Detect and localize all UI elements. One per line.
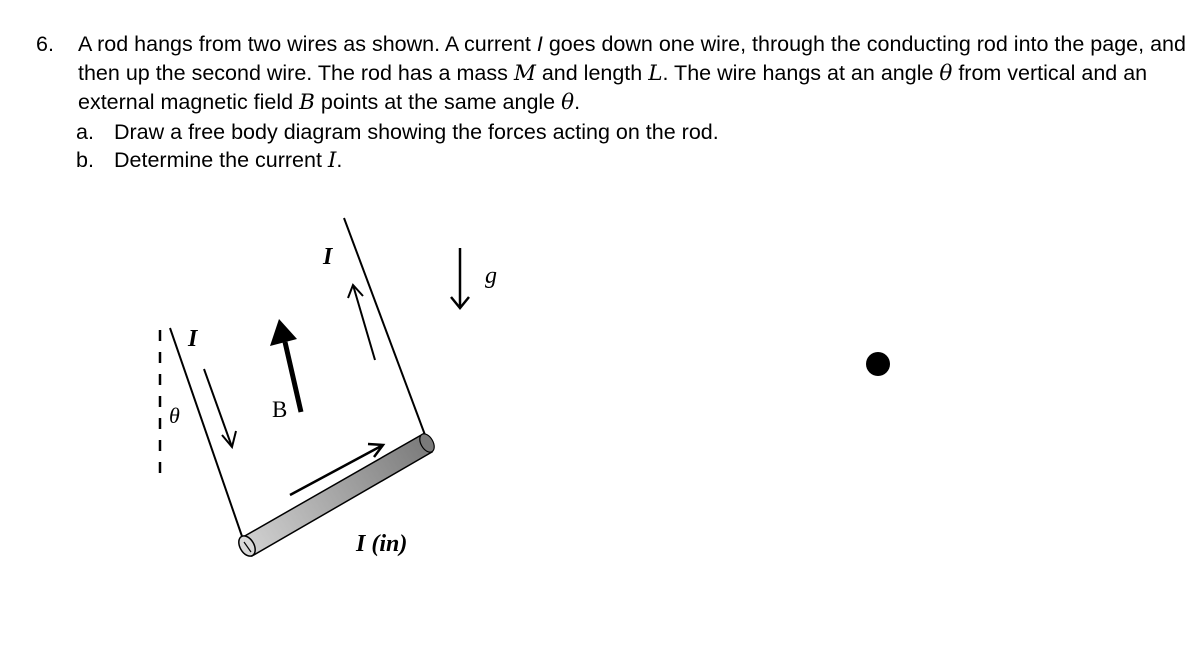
right-wire (344, 218, 428, 443)
question-text-2: goes down one wire, through the conducting rod into the page, and then up the second wire. The rod has a mass (78, 32, 1186, 85)
mass-symbol: M (513, 60, 536, 86)
part-b-letter: b. (76, 148, 94, 172)
gravity-arrow (451, 248, 469, 308)
question-text-5: from vertical and an external magnetic field (78, 60, 1148, 114)
question-text-3: and length (535, 60, 649, 85)
current-arrow-left-wire (204, 369, 236, 447)
current-symbol: I (536, 32, 543, 56)
free-body-point (866, 352, 890, 376)
angle-symbol-2: θ (561, 90, 575, 115)
label-field: B (272, 397, 288, 422)
current-arrow-right-wire (348, 285, 375, 360)
question-text-6: points at the same angle (314, 90, 562, 114)
question-text-1: A rod hangs from two wires as shown. A current (78, 32, 537, 56)
label-theta: θ (169, 403, 180, 428)
length-symbol: L (648, 60, 663, 86)
part-a-letter: a. (76, 119, 94, 144)
part-a-text: Draw a free body diagram showing the forces acting on the rod. (114, 119, 719, 144)
question-number: 6. (36, 32, 54, 56)
part-b-text-main: Determine the current (114, 148, 328, 172)
question-text-7: . (574, 90, 581, 114)
label-current-right: I (323, 244, 333, 270)
label-gravity: g (485, 263, 497, 289)
field-symbol: B (299, 90, 315, 115)
angle-symbol: θ (939, 60, 953, 86)
part-b-end: . (336, 148, 343, 172)
label-rod-current: I (in) (356, 531, 408, 557)
question-text-4: . The wire hangs at an angle (662, 60, 940, 85)
part-b-symbol: I (327, 148, 337, 173)
label-current-left: I (188, 326, 198, 352)
